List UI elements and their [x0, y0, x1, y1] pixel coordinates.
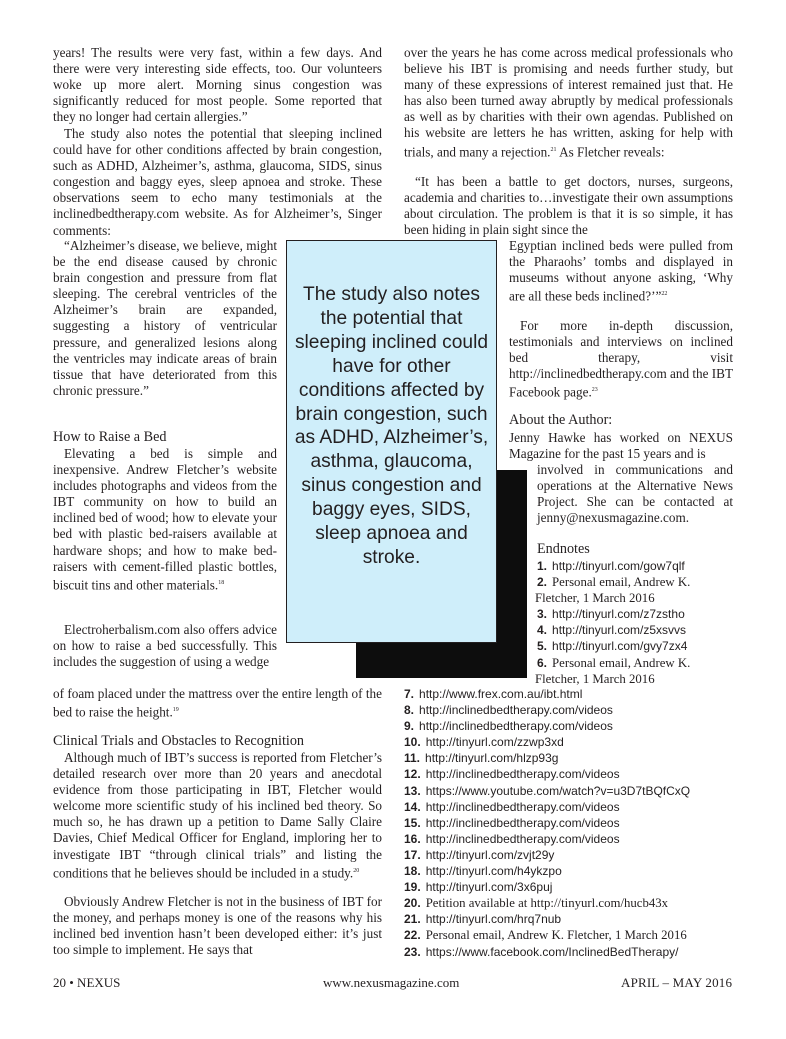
right-paragraph-2: For more in-depth discussion, testimonials and interviews on inclined bed therapy, visit http://inclinedbedtherapy.com and the IBT Facebook page.$^{23}$	[509, 318, 733, 400]
ref-23: 23	[591, 387, 598, 394]
alzheimer-quote: “Alzheimer’s disease, we believe, might be the end disease caused by chronic brain congestion and pressure from flat sleeping. The cerebral ventricles of the Alzheimer’s brain are expanded, suggesting a history of ventricular pressure, and generalized lesions along the ventricles may indicate areas of brain tissue that have deteriorated from this chronic pressure.”	[53, 238, 277, 398]
endnote-20: 20. Petition available at http://tinyurl.com/hucb43x	[404, 896, 669, 911]
author-bio: Jenny Hawke has worked on NEXUS Magazine for the past 15 years and is	[509, 430, 733, 462]
endnote-19-link[interactable]: http://tinyurl.com/3x6puj	[425, 880, 553, 895]
right-paragraph-1: over the years he has come across medical professionals who believe his IBT is promising and needs further study, but many of these expressions of interest remained just that. He has also been turned away abruptly by medical professionals as well as by charities with their own agendas. Published on his website are letters he has written, asking for help with trials, and many a rejection.$^{21}$ As Fletcher reveals:	[404, 45, 733, 159]
endnote-7: 7. http://www.frex.com.au/ibt.html	[404, 687, 583, 701]
left-paragraph-3: Elevating a bed is simple and inexpensive. Andrew Fletcher’s website includes photographs and videos from the IBT community on how to build an inclined bed of wood; how to elevate your bed with plastic bed-raisers available at hardware shops; and how to make bed-raisers with cement-filled plastic bottles, biscuit tins and other materials.$^{18}$	[53, 446, 277, 593]
endnote-6-continued: Fletcher, 1 March 2016	[535, 671, 655, 686]
endnote-3: 3. http://tinyurl.com/z7zstho	[537, 607, 685, 622]
endnote-3-link[interactable]: http://tinyurl.com/z7zstho	[552, 607, 685, 622]
endnote-8-link[interactable]: http://inclinedbedtherapy.com/videos	[419, 703, 613, 718]
ref-18: 18	[218, 579, 225, 586]
endnote-9-link[interactable]: http://inclinedbedtherapy.com/videos	[419, 719, 613, 734]
fletcher-quote-continued: Egyptian inclined beds were pulled from the Pharaohs’ tombs and displayed in museums without anyone asking, ‘Why are all these beds inclined?’”$^{22}$	[509, 238, 733, 304]
endnote-1: 1. http://tinyurl.com/gow7qlf	[537, 559, 685, 573]
endnote-14-link[interactable]: http://inclinedbedtherapy.com/videos	[425, 799, 620, 814]
heading-how-to-raise-a-bed: How to Raise a Bed	[53, 429, 167, 445]
left-paragraph-5: Although much of IBT’s success is reported from Fletcher’s detailed research over more than 20 years and anecdotal evidence from those participating in IBT, Fletcher would welcome more scientific study of his inclined bed theory. So much so, he has drawn up a petition to Dame Sally Claire Davies, Chief Medical Officer for England, imploring her to investigate IBT “through clinical trials” and listing the conditions that he believes should be included in a study.$^{20}$	[53, 750, 382, 881]
endnote-2: 2. Personal email, Andrew K.	[537, 575, 691, 590]
endnote-9: 9. http://inclinedbedtherapy.com/videos	[404, 719, 613, 734]
ref-22: 22	[661, 291, 668, 298]
endnote-13-link[interactable]: https://www.youtube.com/watch?v=u3D7tBQfCxQ	[425, 783, 691, 798]
endnote-18-link[interactable]: http://tinyurl.com/h4ykzpo	[425, 864, 562, 879]
pullquote-text: The study also notes the potential that sleeping inclined could have for other conditions affected by brain congestion, such as ADHD, Alzheimer’s, asthma, glaucoma, sinus congestion and baggy eyes, SIDS, sleep apnoea and stroke.	[294, 284, 489, 568]
endnote-21-link[interactable]: http://tinyurl.com/hrq7nub	[425, 912, 562, 927]
left-paragraph-2: The study also notes the potential that sleeping inclined could have for other conditions affected by brain congestion, such as ADHD, Alzheimer’s, asthma, glaucoma, SIDS, sinus congestion and baggy eyes, sleep apnoea and stroke. These observations seem to echo many testimonials at the inclinedbedtherapy.com website. As for Alzheimer’s, Singer comments:	[53, 126, 382, 238]
endnote-14: 14. http://inclinedbedtherapy.com/videos	[404, 799, 620, 814]
endnote-1-link[interactable]: http://tinyurl.com/gow7qlf	[552, 559, 685, 573]
endnote-19: 19. http://tinyurl.com/3x6puj	[404, 880, 553, 895]
author-bio-continued: involved in communications and operations at the Alternative News Project. She can be contacted at jenny@nexusmagazine.com.	[537, 462, 733, 526]
endnote-4-link[interactable]: http://tinyurl.com/z5xsvvs	[552, 623, 687, 638]
footer-issue-date: APRIL – MAY 2016	[621, 975, 733, 990]
ref-20: 20	[353, 867, 360, 874]
endnote-21: 21. http://tinyurl.com/hrq7nub	[404, 912, 562, 927]
left-paragraph-4-continued: of foam placed under the mattress over the entire length of the bed to raise the height.$^{19}$	[53, 686, 382, 720]
endnote-11-link[interactable]: http://tinyurl.com/hlzp93g	[425, 751, 559, 766]
pullquote-box	[286, 240, 497, 643]
endnote-4: 4. http://tinyurl.com/z5xsvvs	[537, 623, 687, 638]
endnote-5-link[interactable]: http://tinyurl.com/gvy7zx4	[552, 639, 688, 654]
endnote-8: 8. http://inclinedbedtherapy.com/videos	[404, 703, 613, 718]
left-paragraph-4: Electroherbalism.com also offers advice on how to raise a bed successfully. This includes the suggestion of using a wedge	[53, 622, 277, 670]
endnote-15: 15. http://inclinedbedtherapy.com/videos	[404, 815, 620, 830]
endnote-5: 5. http://tinyurl.com/gvy7zx4	[537, 639, 688, 654]
endnotes-heading: Endnotes	[537, 541, 590, 557]
ref-19: 19	[172, 707, 179, 714]
endnote-16-link[interactable]: http://inclinedbedtherapy.com/videos	[425, 831, 620, 846]
endnote-10: 10. http://tinyurl.com/zzwp3xd	[404, 735, 564, 750]
endnote-18: 18. http://tinyurl.com/h4ykzpo	[404, 864, 562, 879]
endnote-10-link[interactable]: http://tinyurl.com/zzwp3xd	[425, 735, 564, 750]
heading-clinical-trials: Clinical Trials and Obstacles to Recognition	[53, 733, 305, 749]
endnote-11: 11. http://tinyurl.com/hlzp93g	[404, 751, 559, 766]
endnote-15-link[interactable]: http://inclinedbedtherapy.com/videos	[425, 815, 620, 830]
endnote-17-link[interactable]: http://tinyurl.com/zvjt29y	[425, 847, 555, 862]
footer-website[interactable]: www.nexusmagazine.com	[323, 975, 460, 990]
endnote-23: 23. https://www.facebook.com/InclinedBedTherapy/	[404, 944, 679, 959]
endnote-12: 12. http://inclinedbedtherapy.com/videos	[404, 767, 620, 782]
footer-page-number: 20 • NEXUS	[53, 975, 121, 990]
ref-21: 21	[550, 146, 557, 153]
endnote-16: 16. http://inclinedbedtherapy.com/videos	[404, 831, 620, 846]
endnotes-list-long	[404, 686, 733, 960]
endnote-6: 6. Personal email, Andrew K.	[537, 655, 691, 670]
endnote-13: 13. https://www.youtube.com/watch?v=u3D7tBQfCxQ	[404, 783, 691, 798]
endnote-2-continued: Fletcher, 1 March 2016	[535, 591, 655, 606]
endnote-23-link[interactable]: https://www.facebook.com/InclinedBedTherapy/	[425, 944, 679, 959]
left-paragraph-1: years! The results were very fast, within a few days. And there were very interesting side effects, too. Our volunteers woke up more alert. Morning sinus congestion was significantly reduced for most people. Some reported that they no longer had certain allergies.”	[53, 45, 382, 125]
left-paragraph-6: Obviously Andrew Fletcher is not in the business of IBT for the money, and perhaps money is one of the reasons why his inclined bed invention hasn’t been developed either: it’s just too simple to implement. He says that	[53, 894, 382, 958]
endnote-7-link[interactable]: http://www.frex.com.au/ibt.html	[419, 687, 583, 701]
endnote-12-link[interactable]: http://inclinedbedtherapy.com/videos	[425, 767, 620, 782]
endnote-22: 22. Personal email, Andrew K. Fletcher, 1 March 2016	[404, 928, 687, 943]
endnote-17: 17. http://tinyurl.com/zvjt29y	[404, 847, 555, 862]
fletcher-quote: “It has been a battle to get doctors, nurses, surgeons, academia and charities to…investigate their own assumptions about circulation. The problem is that it is so simple, it has been hiding in plain sight since the	[404, 174, 733, 238]
endnotes-list-short	[537, 558, 733, 687]
about-the-author-heading: About the Author:	[509, 412, 613, 428]
